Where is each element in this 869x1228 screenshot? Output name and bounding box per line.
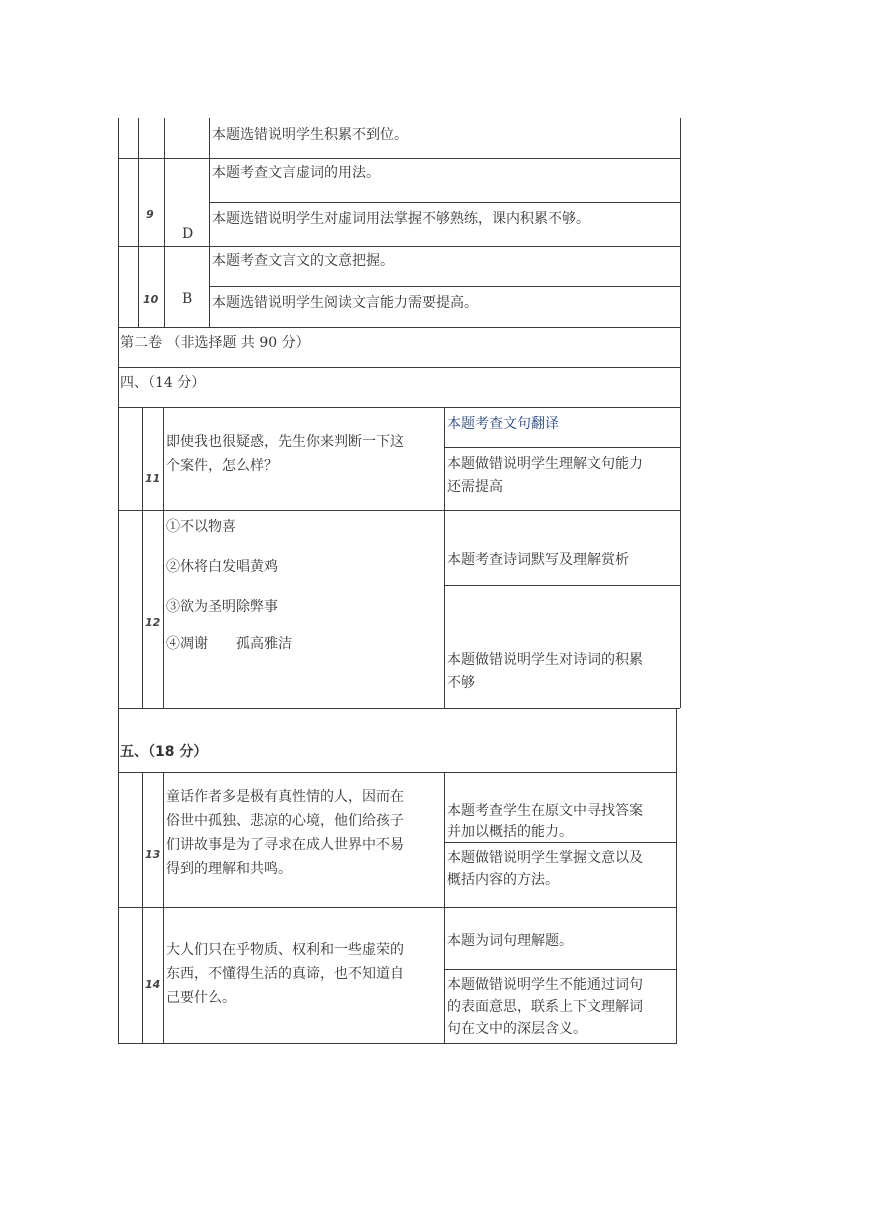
column-divider: [444, 772, 445, 1044]
column-divider: [142, 772, 143, 1044]
q14-focus-text: 本题为词句理解题。: [447, 933, 573, 949]
section5-title: 五、（18 分）: [120, 744, 208, 760]
q14-answer-line1: 大人们只在乎物质、权利和一些虚荣的: [166, 942, 404, 958]
q11-analysis-line1: 本题做错说明学生理解文句能力: [447, 456, 643, 472]
question-number-10: 10: [143, 293, 159, 306]
q9-focus-text: 本题考查文言虚词的用法。: [212, 165, 380, 181]
q11-focus-text: 本题考查文句翻译: [447, 416, 559, 432]
question-number-9: 9: [146, 208, 154, 221]
q13-analysis-line1: 本题做错说明学生掌握文意以及: [447, 850, 643, 866]
row-divider: [118, 367, 680, 368]
q14-analysis-line2: 的表面意思，联系上下文理解词: [447, 999, 643, 1015]
row-divider: [209, 286, 680, 287]
row-divider: [118, 510, 680, 511]
q13-focus-line1: 本题考查学生在原文中寻找答案: [447, 803, 643, 819]
answer-9: D: [182, 226, 194, 242]
q10-analysis-text: 本题选错说明学生阅读文言能力需要提高。: [212, 295, 478, 311]
column-divider: [163, 772, 164, 1044]
row-divider: [444, 585, 680, 586]
table-border-left: [118, 118, 119, 328]
question-number-12: 12: [145, 616, 161, 629]
table-border-bottom: [118, 1043, 676, 1044]
q13-analysis-line2: 概括内容的方法。: [447, 872, 559, 888]
row-divider: [209, 202, 680, 203]
section2-title: 第二卷 （非选择题 共 90 分）: [120, 335, 310, 351]
question-number-14: 14: [145, 978, 161, 991]
q12-answer-3: ③欲为圣明除弊事: [166, 599, 278, 615]
q13-answer-line3: 们讲故事是为了寻求在成人世界中不易: [166, 837, 404, 853]
column-divider: [142, 407, 143, 708]
column-divider: [163, 407, 164, 708]
q14-answer-line2: 东西，不懂得生活的真谛，也不知道自: [166, 966, 404, 982]
q12-analysis-line1: 本题做错说明学生对诗词的积累: [447, 652, 643, 668]
q13-answer-line2: 俗世中孤独、悲凉的心境，他们给孩子: [166, 813, 404, 829]
column-divider: [164, 118, 165, 328]
table-border-left: [118, 328, 119, 708]
row-divider: [118, 327, 680, 328]
answer-10: B: [182, 291, 193, 307]
row-divider: [444, 842, 676, 843]
row-divider: [118, 407, 680, 408]
q12-answer-2: ②休将白发唱黄鸡: [166, 559, 278, 575]
row-divider: [118, 708, 680, 709]
row-divider: [118, 772, 676, 773]
q14-answer-line3: 己要什么。: [166, 990, 236, 1006]
q12-focus-text: 本题考查诗词默写及理解赏析: [447, 552, 629, 568]
q11-analysis-line2: 还需提高: [447, 479, 503, 495]
q13-focus-line2: 并加以概括的能力。: [447, 824, 573, 840]
q12-answer-1: ①不以物喜: [166, 519, 236, 535]
q12-answer-4: ④凋谢 孤高雅洁: [166, 636, 292, 652]
q14-analysis-line1: 本题做错说明学生不能通过词句: [447, 977, 643, 993]
row-divider: [118, 907, 676, 908]
section4-title: 四、（14 分）: [120, 375, 206, 391]
column-divider: [209, 118, 210, 328]
row-divider: [118, 158, 680, 159]
row-divider: [444, 447, 680, 448]
q11-answer-line2: 个案件，怎么样？: [166, 458, 278, 474]
question-number-13: 13: [145, 848, 161, 861]
q10-focus-text: 本题考查文言文的文意把握。: [212, 253, 394, 269]
table-border-right: [680, 118, 681, 708]
column-divider: [138, 118, 139, 328]
table-border-right: [676, 708, 677, 1044]
q13-answer-line1: 童话作者多是极有真性情的人，因而在: [166, 789, 404, 805]
q14-analysis-line3: 句在文中的深层含义。: [447, 1021, 587, 1037]
column-divider: [444, 407, 445, 708]
question-number-11: 11: [145, 472, 161, 485]
q11-answer-line1: 即使我也很疑惑，先生你来判断一下这: [166, 434, 404, 450]
row-divider: [444, 969, 676, 970]
q12-analysis-line2: 不够: [447, 675, 475, 691]
table-border-left: [118, 708, 119, 1044]
q13-answer-line4: 得到的理解和共鸣。: [166, 861, 292, 877]
q9-analysis-text: 本题选错说明学生对虚词用法掌握不够熟练，课内积累不够。: [212, 211, 590, 227]
row-divider: [118, 246, 680, 247]
row8-analysis-text: 本题选错说明学生积累不到位。: [212, 127, 408, 143]
